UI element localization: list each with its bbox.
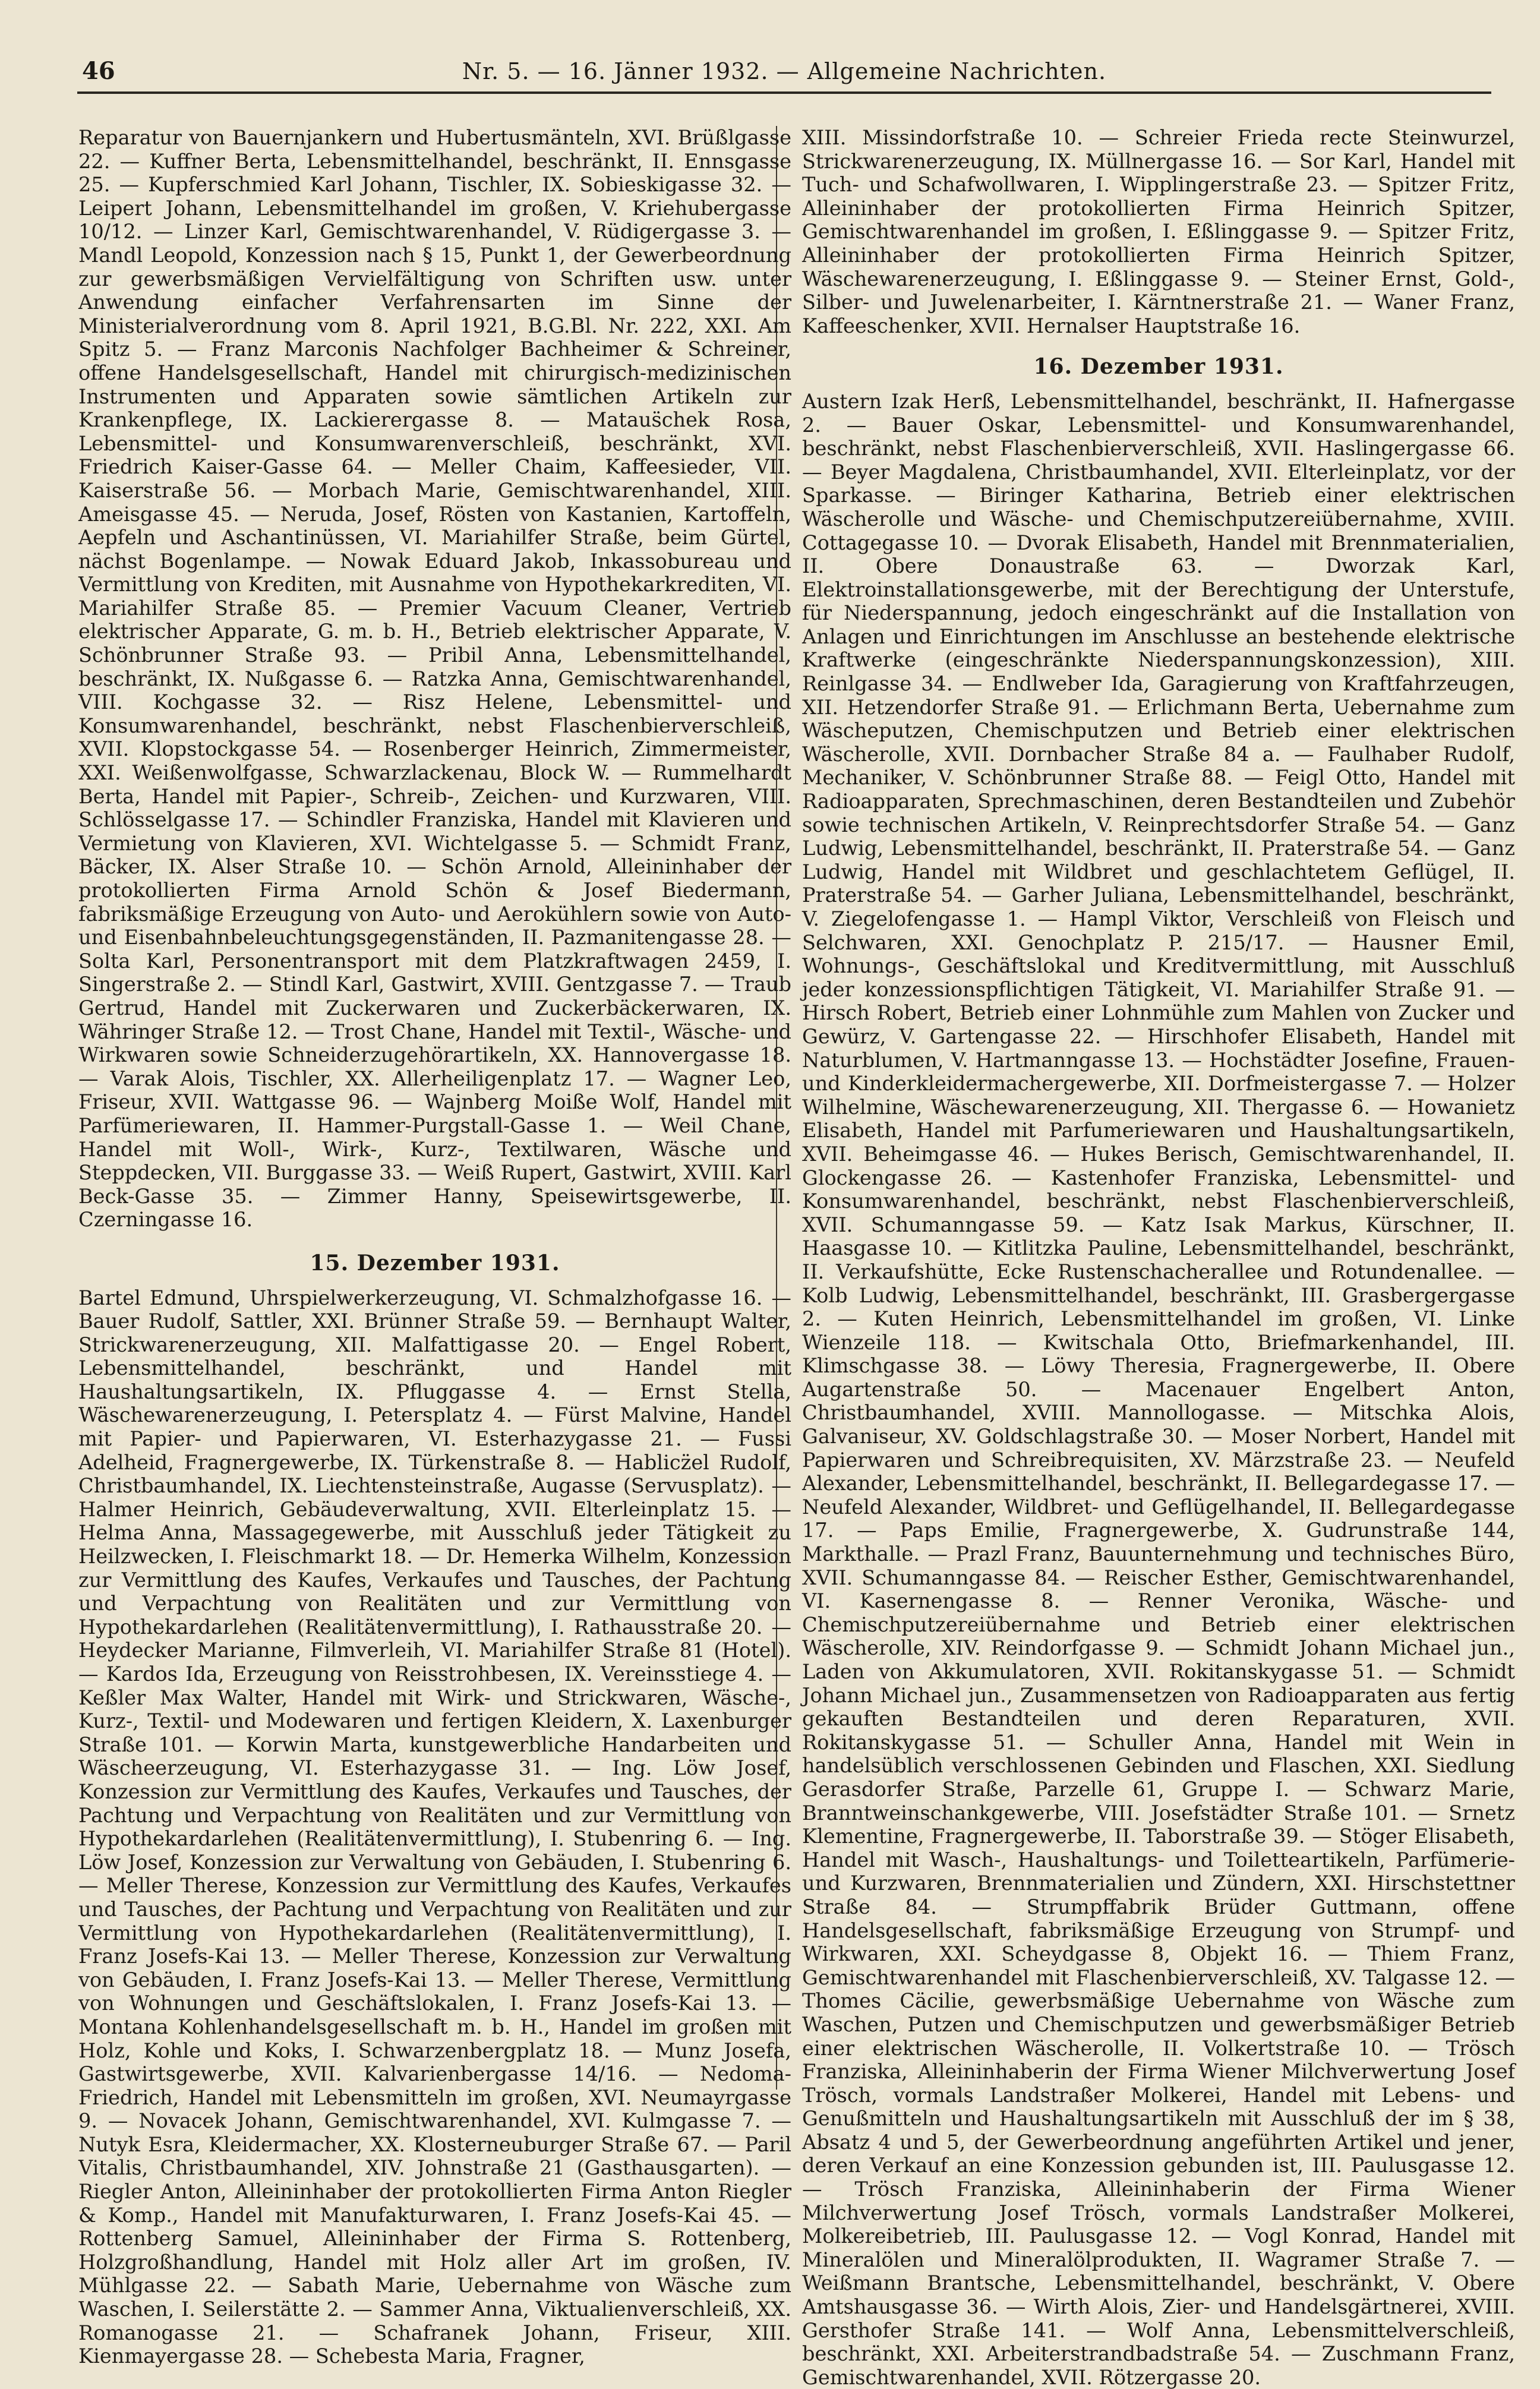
notice-paragraph: Austern Izak Herß, Lebensmittelhandel, beschränkt, II. Hafnergasse 2. — Bauer Oskar, Lebensmittel- und Konsumwarenhandel, beschränkt, nebst Flaschenbierverschleiß, XVII. Haslingergasse 66. — Beyer Magdalena, Christbaumhandel, XVII. Elterleinplatz, vor der Sparkasse. — Biringer Katharina, Betrieb einer elektrischen Wäscherolle und Wäsche- und Chemischputzereiübernahme, XVIII. Cottagegasse 10. — Dvorak Elisabeth, Handel mit Brennmaterialien, II. Obere Donaustraße 63. — Dworzak Karl, Elektroinstallationsgewerbe, mit der Berechtigung der Unterstufe, für Niederspannung, jedoch eingeschränkt auf die Installation von Anlagen und Einrichtungen im Anschlusse an bestehende elektrische Kraftwerke (eingeschränkte Niederspannungskonzession), XIII. Reinlgasse 34. — Endlweber Ida, Garagierung von Kraftfahrzeugen, XII. Hetzendorfer Straße 91. — Erlichmann Berta, Uebernahme zum Wäscheputzen, Chemischputzen und Betrieb einer elektrischen Wäscherolle, XVII. Dornbacher Straße 84 a. — Faulhaber Rudolf, Mechaniker, V. Schönbrunner Straße 88. — Feigl Otto, Handel mit Radioapparaten, Sprechmaschinen, deren Bestandteilen und Zubehör sowie technischen Artikeln, V. Reinprechtsdorfer Straße 54. — Ganz Ludwig, Lebensmittelhandel, beschränkt, II. Praterstraße 54. — Ganz Ludwig, Handel mit Wildbret und geschlachtetem Geflügel, II. Praterstraße 54. — Garher Juliana, Lebensmittelhandel, beschränkt, V. Ziegelofengasse 1. — Hampl Viktor, Verschleiß von Fleisch und Selchwaren, XXI. Genochplatz P. 215/17. — Hausner Emil, Wohnungs-, Geschäftslokal und Kreditvermittlung, mit Ausschluß jeder konzessionspflichtigen Tätigkeit, VI. Mariahilfer Straße 91. — Hirsch Robert, Betrieb einer Lohnmühle zum Mahlen von Zucker und Gewürz, V. Gartengasse 22. — Hirschhofer Elisabeth, Handel mit Naturblumen, V. Hartmanngasse 13. — Hochstädter Josefine, Frauen- und Kinderkleidermachergewerbe, XII. Dorfmeistergasse 7. — Holzer Wilhelmine, Wäschewarenerzeugung, XII. Thergasse 6. — Howanietz Elisabeth, Handel mit Parfumeriewaren und Haushaltungsartikeln, XVII. Beheimgasse 46. — Hukes Berisch, Gemischtwarenhandel, II. Glockengasse 26. — Kastenhofer Franziska, Lebensmittel- und Konsumwarenhandel, beschränkt, nebst Flaschenbierverschleiß, XVII. Schumanngasse 59. — Katz Isak Markus, Kürschner, II. Haasgasse 10. — Kitlitzka Pauline, Lebensmittelhandel, beschränkt, II. Verkaufshütte, Ecke Rustenschacherallee und Rotundenallee. — Kolb Ludwig, Lebensmittelhandel, beschränkt, III. Grasbergergasse 2. — Kuten Heinrich, Lebensmittelhandel im großen, VI. Linke Wienzeile 118. — Kwitschala Otto, Briefmarkenhandel, III. Klimschgasse 38. — Löwy Theresia, Fragnergewerbe, II. Obere Augartenstraße 50. — Macenauer Engelbert Anton, Christbaumhandel, XVIII. Mannollogasse. — Mitschka Alois, Galvaniseur, XV. Goldschlagstraße 30. — Moser Norbert, Handel mit Papierwaren und Schreibrequisiten, XV. Märzstraße 23. — Neufeld Alexander, Lebensmittelhandel, beschränkt, II. Bellegardegasse 17. — Neufeld Alexander, Wildbret- und Geflügelhandel, II. Bellegardegasse 17. — Paps Emilie, Fragnergewerbe, X. Gudrunstraße 144, Markthalle. — Prazl Franz, Bauunternehmung und technisches Büro, XVII. Schumanngasse 84. — Reischer Esther, Gemischtwarenhandel, VI. Kasernengasse 8. — Renner Veronika, Wäsche- und Chemischputzereiübernahme und Betrieb einer elektrischen Wäscherolle, XIV. Reindorfgasse 9. — Schmidt Johann Michael jun., Laden von Akkumulatoren, XVII. Rokitanskygasse 51. — Schmidt Johann Michael jun., Zusammensetzen von Radioapparaten aus fertig gekauften Bestandteilen und deren Reparaturen, XVII. Rokitanskygasse 51. — Schuller Anna, Handel mit Wein in handelsüblich verschlossenen Gebinden und Flaschen, XXI. Siedlung Gerasdorfer Straße, Parzelle 61, Gruppe I. — Schwarz Marie, Branntweinschankgewerbe, VIII. Josefstädter Straße 101. — Srnetz Klementine, Fragnergewerbe, II. Taborstraße 39. — Stöger Elisabeth, Handel mit Wasch-, Haushaltungs- und Toiletteartikeln, Parfümerie- und Kurzwaren, Brennmaterialien und Zündern, XXI. Hirschstettner Straße 84. — Strumpffabrik Brüder Guttmann, offene Handelsgesellschaft, fabriksmäßige Erzeugung von Strumpf- und Wirkwaren, XXI. Scheydgasse 8, Objekt 16. — Thiem Franz, Gemischtwarenhandel mit Flaschenbierverschleiß, XV. Talgasse 12. — Thomes Cäcilie, gewerbsmäßige Uebernahme von Wäsche zum Waschen, Putzen und Chemischputzen und gewerbsmäßiger Betrieb einer elektrischen Wäscherolle, II. Volkertstraße 10. — Trösch Franziska, Alleininhaberin der Firma Wiener Milchverwertung Josef Trösch, vormals Landstraßer Molkerei, Handel mit Lebens- und Genußmitteln und Haushaltungsartikeln mit Ausschluß der im § 38, Absatz 4 und 5, der Gewerbeordnung angeführten Artikel und jener, deren Verkauf an eine Konzession gebunden ist, III. Paulusgasse 12. — Trösch Franziska, Alleininhaberin der Firma Wiener Milchverwertung Josef Trösch, vormals Landstraßer Molkerei, Molkereibetrieb, III. Paulusgasse 12. — Vogl Konrad, Handel mit Mineralölen und Mineralölprodukten, II. Wagramer Straße 7. — Weißmann Brantsche, Lebensmittelhandel, beschränkt, V. Obere Amtshausgasse 36. — Wirth Alois, Zier- und Handelsgärtnerei, XVIII. Gersthofer Straße 141. — Wolf Anna, Lebensmittelverschleiß, beschränkt, XXI. Arbeiterstrandbadstraße 54. — Zuschmann Franz, Gemischtwarenhandel, XVII. Rötzergasse 20. xyxy=(802,389,1515,2389)
notice-paragraph: Bartel Edmund, Uhrspielwerkerzeugung, VI. Schmalzhofgasse 16. — Bauer Rudolf, Sattler, XXI. Brünner Straße 59. — Bernhaupt Walter, Strickwarenerzeugung, XII. Malfattigasse 20. — Engel Robert, Lebensmittelhandel, beschränkt, und Handel mit Haushaltungsartikeln, IX. Pfluggasse 4. — Ernst Stella, Wäschewarenerzeugung, I. Petersplatz 4. — Fürst Malvine, Handel mit Papier- und Papierwaren, VI. Esterhazygasse 21. — Fussi Adelheid, Fragnergewerbe, IX. Türkenstraße 8. — Hablicz̈el Rudolf, Christbaumhandel, IX. Liechtensteinstraße, Augasse (Servusplatz). — Halmer Heinrich, Gebäudeverwaltung, XVII. Elterleinplatz 15. — Helma Anna, Massagegewerbe, mit Ausschluß jeder Tätigkeit zu Heilzwecken, I. Fleischmarkt 18. — Dr. Hemerka Wilhelm, Konzession zur Vermittlung des Kaufes, Verkaufes und Tausches, der Pachtung und Verpachtung von Realitäten und zur Vermittlung von Hypothekardarlehen (Realitätenvermittlung), I. Rathausstraße 20. — Heydecker Marianne, Filmverleih, VI. Mariahilfer Straße 81 (Hotel). — Kardos Ida, Erzeugung von Reisstrohbesen, IX. Vereinsstiege 4. — Keßler Max Walter, Handel mit Wirk- und Strickwaren, Wäsche-, Kurz-, Textil- und Modewaren und fertigen Kleidern, X. Laxenburger Straße 101. — Korwin Marta, kunstgewerbliche Handarbeiten und Wäscheerzeugung, VI. Esterhazygasse 31. — Ing. Löw Josef, Konzession zur Vermittlung des Kaufes, Verkaufes und Tausches, der Pachtung und Verpachtung von Realitäten und zur Vermittlung von Hypothekardarlehen (Realitätenvermittlung), I. Stubenring 6. — Ing. Löw Josef, Konzession zur Verwaltung von Gebäuden, I. Stubenring 6. — Meller Therese, Konzession zur Vermittlung des Kaufes, Verkaufes und Tausches, der Pachtung und Verpachtung von Realitäten und zur Vermittlung von Hypothekardarlehen (Realitätenvermittlung), I. Franz Josefs-Kai 13. — Meller Therese, Konzession zur Verwaltung von Gebäuden, I. Franz Josefs-Kai 13. — Meller Therese, Vermittlung von Wohnungen und Geschäftslokalen, I. Franz Josefs-Kai 13. — Montana Kohlenhandelsgesellschaft m. b. H., Handel im großen mit Holz, Kohle und Koks, I. Schwarzenbergplatz 18. — Munz Josefa, Gastwirtsgewerbe, XVII. Kalvarienbergasse 14/16. — Nedoma-Friedrich, Handel mit Lebensmitteln im großen, XVI. Neumayrgasse 9. — Novacek Johann, Gemischtwarenhandel, XVI. Kulmgasse 7. — Nutyk Esra, Kleidermacher, XX. Klosterneuburger Straße 67. — Paril Vitalis, Christbaumhandel, XIV. Johnstraße 21 (Gasthausgarten). — Riegler Anton, Alleininhaber der protokollierten Firma Anton Riegler & Komp., Handel mit Manufakturwaren, I. Franz Josefs-Kai 45. — Rottenberg Samuel, Alleininhaber der Firma S. Rottenberg, Holzgroßhandlung, Handel mit Holz aller Art im großen, IV. Mühlgasse 22. — Sabath Marie, Uebernahme von Wäsche zum Waschen, I. Seilerstätte 2. — Sammer Anna, Viktualienverschleiß, XX. Romanogasse 21. — Schafranek Johann, Friseur, XIII. Kienmayergasse 28. — Schebesta Maria, Fragner, xyxy=(78,1286,791,2368)
page-number: 46 xyxy=(82,57,115,85)
section-title: 15. Dezember 1931. xyxy=(310,1250,560,1276)
left-column xyxy=(78,126,791,2368)
running-head: Nr. 5. — 16. Jänner 1932. — Allgemeine Nachrichten. xyxy=(462,58,1107,84)
notice-paragraph: XIII. Missindorfstraße 10. — Schreier Frieda recte Steinwurzel, Strickwarenerzeugung, IX. Müllnergasse 16. — Sor Karl, Handel mit Tuch- und Schafwollwaren, I. Wipplingerstraße 23. — Spitzer Fritz, Alleininhaber der protokollierten Firma Heinrich Spitzer, Gemischtwarenhandel im großen, I. Eßlinggasse 9. — Spitzer Fritz, Alleininhaber der protokollierten Firma Heinrich Spitzer, Wäschewarenerzeugung, I. Eßlinggasse 9. — Steiner Ernst, Gold-, Silber- und Juwelenarbeiter, I. Kärntnerstraße 21. — Waner Franz, Kaffeeschenker, XVII. Hernalser Hauptstraße 16. xyxy=(802,126,1515,337)
page-header xyxy=(77,55,1491,94)
right-column xyxy=(802,126,1515,2389)
section-title: 16. Dezember 1931. xyxy=(1033,354,1284,380)
notice-paragraph: Reparatur von Bauernjankern und Hubertusmänteln, XVI. Brüßlgasse 22. — Kuffner Berta, Lebensmittelhandel, beschränkt, II. Ennsgasse 25. — Kupferschmied Karl Johann, Tischler, IX. Sobieskigasse 32. — Leipert Johann, Lebensmittelhandel im großen, V. Kriehubergasse 10/12. — Linzer Karl, Gemischtwarenhandel, V. Rüdigergasse 3. — Mandl Leopold, Konzession nach § 15, Punkt 1, der Gewerbeordnung zur gewerbsmäßigen Vervielfältigung von Schriften usw. unter Anwendung einfacher Verfahrensarten im Sinne der Ministerialverordnung vom 8. April 1921, B.G.Bl. Nr. 222, XXI. Am Spitz 5. — Franz Marconis Nachfolger Bachheimer & Schreiner, offene Handelsgesellschaft, Handel mit chirurgisch-medizinischen Instrumenten und Apparaten sowie sämtlichen Artikeln zur Krankenpflege, IX. Lackierergasse 8. — Mataus̈chek Rosa, Lebensmittel- und Konsumwarenverschleiß, beschränkt, XVI. Friedrich Kaiser-Gasse 64. — Meller Chaim, Kaffeesieder, VII. Kaiserstraße 56. — Morbach Marie, Gemischtwarenhandel, XIII. Ameisgasse 45. — Neruda, Josef, Rösten von Kastanien, Kartoffeln, Aepfeln und Aschantinüssen, VI. Mariahilfer Straße, beim Gürtel, nächst Bogenlampe. — Nowak Eduard Jakob, Inkassobureau und Vermittlung von Krediten, mit Ausnahme von Hypothekarkrediten, VI. Mariahilfer Straße 85. — Premier Vacuum Cleaner, Vertrieb elektrischer Apparate, G. m. b. H., Betrieb elektrischer Apparate, V. Schönbrunner Straße 93. — Pribil Anna, Lebensmittelhandel, beschränkt, IX. Nußgasse 6. — Ratzka Anna, Gemischtwarenhandel, VIII. Kochgasse 32. — Risz Helene, Lebensmittel- und Konsumwarenhandel, beschränkt, nebst Flaschenbierverschleiß, XVII. Klopstockgasse 54. — Rosenberger Heinrich, Zimmermeister, XXI. Weißenwolfgasse, Schwarzlackenau, Block W. — Rummelhardt Berta, Handel mit Papier-, Schreib-, Zeichen- und Kurzwaren, VIII. Schlösselgasse 17. — Schindler Franziska, Handel mit Klavieren und Vermietung von Klavieren, XVI. Wichtelgasse 5. — Schmidt Franz, Bäcker, IX. Alser Straße 10. — Schön Arnold, Alleininhaber der protokollierten Firma Arnold Schön & Josef Biedermann, fabriksmäßige Erzeugung von Auto- und Aerokühlern sowie von Auto- und Eisenbahnbeleuchtungsgegenständen, II. Pazmanitengasse 28. — Solta Karl, Personentransport mit dem Platzkraftwagen 2459, I. Singerstraße 2. — Stindl Karl, Gastwirt, XVIII. Gentzgasse 7. — Traub Gertrud, Handel mit Zuckerwaren und Zuckerbäckerwaren, IX. Währinger Straße 12. — Trost Chane, Handel mit Textil-, Wäsche- und Wirkwaren sowie Schneiderzugehörartikeln, XX. Hannovergasse 18. — Varak Alois, Tischler, XX. Allerheiligenplatz 17. — Wagner Leo, Friseur, XVII. Wattgasse 96. — Wajnberg Moiße Wolf, Handel mit Parfümeriewaren, II. Hammer-Purgstall-Gasse 1. — Weil Chane, Handel mit Woll-, Wirk-, Kurz-, Textilwaren, Wäsche und Steppdecken, VII. Burggasse 33. — Weiß Rupert, Gastwirt, XVIII. Karl Beck-Gasse 35. — Zimmer Hanny, Speisewirtsgewerbe, II. Czerningasse 16. xyxy=(78,126,791,1232)
